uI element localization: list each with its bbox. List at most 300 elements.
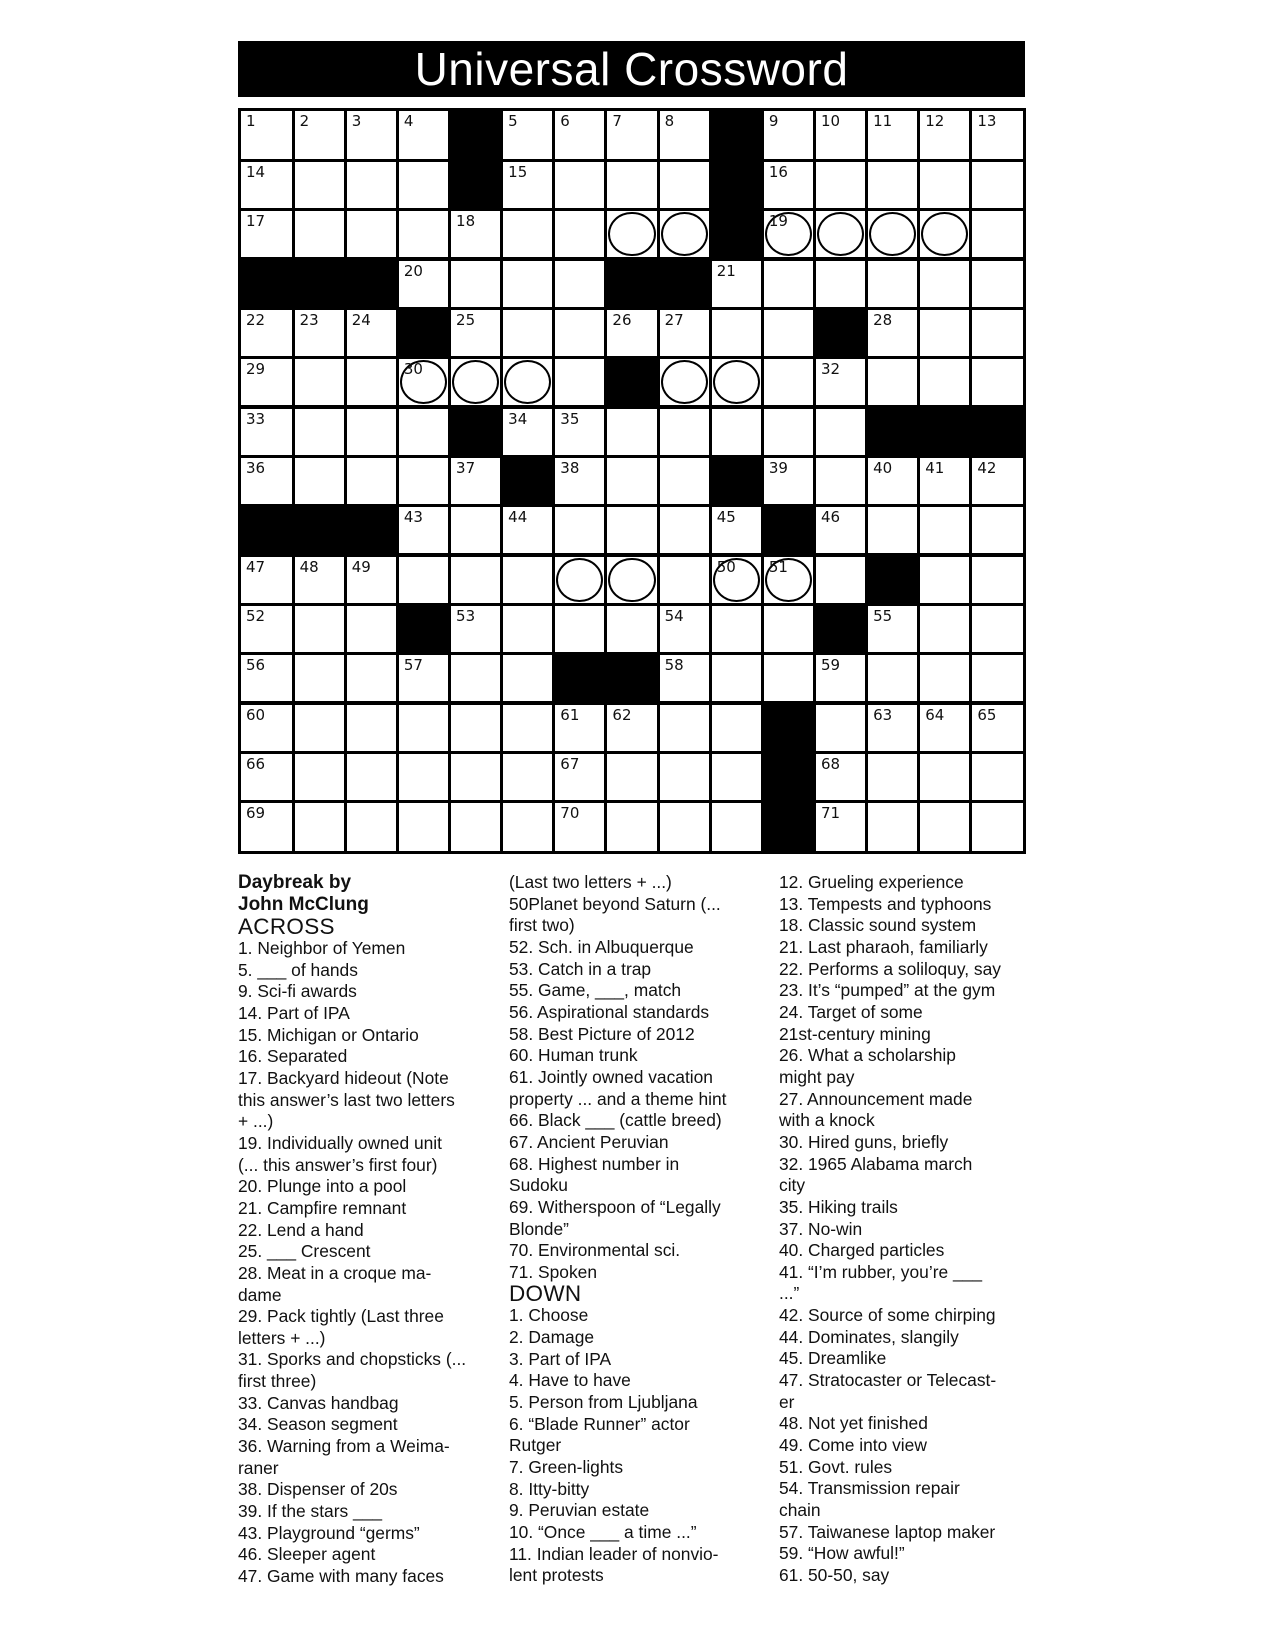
grid-cell[interactable] — [451, 261, 500, 307]
grid-cell[interactable] — [399, 507, 448, 553]
grid-cell[interactable] — [503, 111, 552, 159]
clue-line: 59. “How awful!” — [779, 1543, 905, 1564]
grid-cell[interactable] — [660, 111, 709, 159]
grid-cell[interactable] — [816, 655, 865, 701]
grid-cell[interactable] — [660, 310, 709, 356]
grid-block — [503, 458, 552, 504]
clue-line: er — [779, 1391, 795, 1412]
grid-cell[interactable] — [451, 557, 500, 603]
grid-cell[interactable] — [920, 261, 969, 307]
grid-cell[interactable] — [503, 261, 552, 307]
cell-circle — [661, 212, 708, 256]
grid-cell[interactable] — [555, 705, 604, 751]
grid-cell[interactable] — [555, 507, 604, 553]
grid-block — [555, 655, 604, 701]
grid-cell[interactable] — [868, 507, 917, 553]
grid-cell[interactable] — [972, 803, 1023, 851]
grid-cell[interactable] — [764, 458, 813, 504]
grid-cell[interactable] — [712, 359, 761, 405]
grid-cell[interactable] — [920, 557, 969, 603]
clue-line: 50Planet beyond Saturn (... — [509, 893, 721, 914]
grid-cell[interactable] — [868, 310, 917, 356]
grid-cell[interactable] — [816, 803, 865, 851]
grid-cell[interactable] — [607, 458, 656, 504]
grid-cell[interactable] — [920, 705, 969, 751]
cell-number: 42 — [977, 458, 997, 477]
grid-cell[interactable] — [816, 409, 865, 455]
grid-cell[interactable] — [816, 111, 865, 159]
grid-cell[interactable] — [555, 359, 604, 405]
cell-number: 15 — [508, 162, 528, 181]
grid-cell[interactable] — [972, 162, 1023, 208]
cell-number: 50 — [716, 557, 736, 576]
cell-number: 20 — [403, 261, 423, 280]
grid-cell[interactable] — [920, 359, 969, 405]
clue-line: + ...) — [238, 1111, 274, 1132]
grid-block — [712, 111, 761, 159]
grid-cell[interactable] — [607, 803, 656, 851]
cell-number: 29 — [246, 360, 266, 379]
cell-number: 24 — [351, 310, 371, 329]
grid-cell[interactable] — [972, 557, 1023, 603]
grid-cell[interactable] — [920, 211, 969, 257]
grid-cell[interactable] — [347, 655, 396, 701]
cell-number: 40 — [873, 458, 893, 477]
clue-line: 47. Game with many faces — [238, 1566, 444, 1587]
clue-line: 58. Best Picture of 2012 — [509, 1023, 695, 1044]
clue-line: 67. Ancient Peruvian — [509, 1131, 669, 1152]
grid-cell[interactable] — [295, 606, 344, 652]
cell-number: 26 — [612, 310, 632, 329]
grid-cell[interactable] — [503, 359, 552, 405]
grid-cell[interactable] — [816, 557, 865, 603]
cell-number: 13 — [977, 112, 997, 130]
grid-cell[interactable] — [295, 557, 344, 603]
clue-line: 24. Target of some — [779, 1001, 923, 1022]
clue-line: 16. Separated — [238, 1046, 348, 1067]
clue-line: property ... and a theme hint — [509, 1088, 727, 1109]
grid-cell[interactable] — [347, 359, 396, 405]
grid-cell[interactable] — [241, 211, 292, 257]
grid-cell[interactable] — [920, 111, 969, 159]
grid-cell[interactable] — [816, 359, 865, 405]
grid-cell[interactable] — [241, 359, 292, 405]
grid-cell[interactable] — [399, 655, 448, 701]
grid-cell[interactable] — [764, 261, 813, 307]
grid-cell[interactable] — [503, 409, 552, 455]
grid-cell[interactable] — [607, 754, 656, 800]
clue-line: chain — [779, 1500, 821, 1521]
cell-number: 59 — [820, 656, 841, 675]
clue-line: Sudoku — [509, 1175, 568, 1196]
grid-cell[interactable] — [399, 261, 448, 307]
grid-cell[interactable] — [920, 655, 969, 701]
grid-cell[interactable] — [503, 557, 552, 603]
grid-cell[interactable] — [972, 111, 1023, 159]
grid-cell[interactable] — [399, 458, 448, 504]
grid-cell[interactable] — [920, 458, 969, 504]
grid-cell[interactable] — [399, 211, 448, 257]
grid-block — [241, 261, 292, 307]
cell-number: 9 — [768, 112, 779, 130]
grid-cell[interactable] — [399, 111, 448, 159]
grid-cell[interactable] — [555, 557, 604, 603]
cell-number: 28 — [873, 310, 893, 329]
grid-cell[interactable] — [660, 409, 709, 455]
clue-line: 21. Campfire remnant — [238, 1197, 407, 1218]
clue-line: 5. Person from Ljubljana — [509, 1392, 698, 1413]
grid-cell[interactable] — [347, 606, 396, 652]
grid-cell[interactable] — [607, 211, 656, 257]
grid-cell[interactable] — [868, 458, 917, 504]
grid-cell[interactable] — [607, 310, 656, 356]
grid-cell[interactable] — [555, 310, 604, 356]
grid-cell[interactable] — [712, 803, 761, 851]
grid-cell[interactable] — [972, 507, 1023, 553]
grid-cell[interactable] — [972, 705, 1023, 751]
grid-cell[interactable] — [347, 310, 396, 356]
grid-cell[interactable] — [712, 705, 761, 751]
cell-number: 69 — [246, 804, 266, 823]
grid-cell[interactable] — [920, 754, 969, 800]
grid-cell[interactable] — [295, 310, 344, 356]
grid-cell[interactable] — [764, 211, 813, 257]
grid-cell[interactable] — [660, 754, 709, 800]
cell-circle — [452, 360, 499, 404]
clue-line: 71. Spoken — [509, 1261, 597, 1282]
grid-cell[interactable] — [660, 606, 709, 652]
grid-cell[interactable] — [660, 458, 709, 504]
clue-line: 1. Neighbor of Yemen — [238, 938, 406, 958]
grid-cell[interactable] — [555, 162, 604, 208]
clue-line: 20. Plunge into a pool — [238, 1176, 407, 1197]
cell-number: 56 — [246, 656, 266, 675]
grid-cell[interactable] — [347, 705, 396, 751]
cell-number: 48 — [299, 557, 319, 576]
grid-cell[interactable] — [347, 803, 396, 851]
cell-number: 2 — [299, 112, 310, 130]
grid-block — [972, 409, 1023, 455]
grid-cell[interactable] — [241, 803, 292, 851]
grid-cell[interactable] — [660, 803, 709, 851]
grid-cell[interactable] — [712, 507, 761, 553]
grid-cell[interactable] — [660, 162, 709, 208]
clue-line: 8. Itty-bitty — [509, 1478, 590, 1499]
grid-cell[interactable] — [764, 557, 813, 603]
grid-cell[interactable] — [972, 458, 1023, 504]
grid-cell[interactable] — [868, 261, 917, 307]
grid-cell[interactable] — [347, 754, 396, 800]
grid-cell[interactable] — [920, 803, 969, 851]
grid-cell[interactable] — [295, 409, 344, 455]
grid-cell[interactable] — [868, 211, 917, 257]
grid-cell[interactable] — [241, 409, 292, 455]
cell-number: 44 — [508, 508, 528, 527]
grid-cell[interactable] — [451, 310, 500, 356]
cell-number: 64 — [925, 705, 945, 724]
grid-cell[interactable] — [555, 754, 604, 800]
grid-cell[interactable] — [503, 705, 552, 751]
grid-cell[interactable] — [399, 705, 448, 751]
cell-number: 4 — [403, 112, 414, 130]
grid-cell[interactable] — [347, 162, 396, 208]
grid-cell[interactable] — [764, 606, 813, 652]
grid-cell[interactable] — [503, 606, 552, 652]
grid-cell[interactable] — [712, 310, 761, 356]
grid-cell[interactable] — [347, 211, 396, 257]
grid-cell[interactable] — [295, 803, 344, 851]
cell-number: 22 — [246, 310, 266, 329]
grid-cell[interactable] — [347, 111, 396, 159]
grid-cell[interactable] — [816, 754, 865, 800]
clue-line: 68. Highest number in — [509, 1153, 680, 1174]
grid-cell[interactable] — [920, 310, 969, 356]
grid-cell[interactable] — [241, 111, 292, 159]
grid-block — [712, 211, 761, 257]
grid-cell[interactable] — [503, 655, 552, 701]
clue-line: lent protests — [509, 1565, 604, 1586]
grid-cell[interactable] — [451, 507, 500, 553]
grid-cell[interactable] — [241, 705, 292, 751]
grid-cell[interactable] — [764, 655, 813, 701]
grid-cell[interactable] — [920, 162, 969, 208]
grid-cell[interactable] — [555, 111, 604, 159]
grid-cell[interactable] — [241, 458, 292, 504]
grid-cell[interactable] — [868, 655, 917, 701]
grid-block — [868, 409, 917, 455]
cell-number: 36 — [246, 458, 266, 477]
grid-cell[interactable] — [241, 557, 292, 603]
clue-line: (... this answer’s first four) — [238, 1154, 438, 1175]
grid-block — [764, 705, 813, 751]
clue-line: 32. 1965 Alabama march — [779, 1153, 973, 1174]
grid-cell[interactable] — [555, 261, 604, 307]
grid-cell[interactable] — [816, 507, 865, 553]
grid-cell[interactable] — [972, 211, 1023, 257]
grid-cell[interactable] — [451, 359, 500, 405]
grid-cell[interactable] — [503, 310, 552, 356]
grid-cell[interactable] — [503, 507, 552, 553]
grid-cell[interactable] — [816, 705, 865, 751]
grid-cell[interactable] — [816, 458, 865, 504]
clues-area — [238, 872, 1038, 1612]
cell-number: 70 — [560, 804, 580, 823]
clue-line: 31. Sporks and chopsticks (... — [238, 1349, 467, 1370]
clue-line: first three) — [238, 1371, 317, 1392]
grid-cell[interactable] — [764, 162, 813, 208]
grid-block — [764, 507, 813, 553]
grid-cell[interactable] — [972, 606, 1023, 652]
grid-cell[interactable] — [660, 557, 709, 603]
grid-block — [451, 111, 500, 159]
clue-line: 69. Witherspoon of “Legally — [509, 1196, 721, 1217]
grid-cell[interactable] — [607, 606, 656, 652]
grid-cell[interactable] — [920, 606, 969, 652]
puzzle-byline: Daybreak by — [238, 872, 352, 893]
clue-line: 38. Dispenser of 20s — [238, 1479, 398, 1500]
grid-cell[interactable] — [503, 803, 552, 851]
clue-line: 54. Transmission repair — [779, 1478, 960, 1499]
cell-circle — [713, 360, 760, 404]
grid-cell[interactable] — [555, 803, 604, 851]
grid-cell[interactable] — [241, 606, 292, 652]
grid-cell[interactable] — [347, 557, 396, 603]
grid-cell[interactable] — [399, 359, 448, 405]
grid-cell[interactable] — [972, 310, 1023, 356]
grid-cell[interactable] — [712, 655, 761, 701]
clue-line: 12. Grueling experience — [779, 872, 964, 892]
grid-cell[interactable] — [451, 705, 500, 751]
section-heading: DOWN — [509, 1281, 582, 1307]
grid-cell[interactable] — [295, 359, 344, 405]
grid-cell[interactable] — [451, 211, 500, 257]
clue-line: 25. ___ Crescent — [238, 1241, 371, 1262]
grid-cell[interactable] — [764, 409, 813, 455]
cell-number: 3 — [351, 112, 362, 130]
clue-line: 4. Have to have — [509, 1370, 631, 1391]
grid-cell[interactable] — [868, 162, 917, 208]
clue-line: 35. Hiking trails — [779, 1196, 898, 1217]
clue-line: 70. Environmental sci. — [509, 1240, 681, 1261]
cell-number: 71 — [820, 804, 841, 823]
grid-cell[interactable] — [241, 310, 292, 356]
grid-cell[interactable] — [764, 359, 813, 405]
grid-cell[interactable] — [764, 111, 813, 159]
clue-line: 21st-century mining — [779, 1023, 931, 1044]
grid-cell[interactable] — [660, 359, 709, 405]
grid-cell[interactable] — [555, 409, 604, 455]
grid-cell[interactable] — [764, 310, 813, 356]
cell-number: 19 — [768, 212, 788, 231]
grid-cell[interactable] — [660, 655, 709, 701]
cell-number: 51 — [768, 557, 788, 576]
grid-cell[interactable] — [868, 754, 917, 800]
grid-cell[interactable] — [972, 754, 1023, 800]
clue-line: Rutger — [509, 1435, 562, 1456]
grid-cell[interactable] — [607, 111, 656, 159]
clue-line: might pay — [779, 1066, 855, 1087]
grid-cell[interactable] — [503, 211, 552, 257]
clue-line: 3. Part of IPA — [509, 1348, 612, 1369]
grid-cell[interactable] — [607, 409, 656, 455]
clue-line: 33. Canvas handbag — [238, 1392, 399, 1413]
grid-cell[interactable] — [451, 606, 500, 652]
grid-cell[interactable] — [347, 409, 396, 455]
clue-line: 47. Stratocaster or Telecast- — [779, 1370, 997, 1391]
grid-cell[interactable] — [347, 458, 396, 504]
grid-cell[interactable] — [712, 754, 761, 800]
clue-line: 44. Dominates, slangily — [779, 1326, 959, 1347]
cell-number: 65 — [977, 705, 997, 724]
grid-cell[interactable] — [920, 507, 969, 553]
grid-cell[interactable] — [712, 409, 761, 455]
grid-cell[interactable] — [660, 705, 709, 751]
grid-cell[interactable] — [399, 754, 448, 800]
grid-cell[interactable] — [295, 458, 344, 504]
grid-cell[interactable] — [241, 754, 292, 800]
grid-cell[interactable] — [607, 507, 656, 553]
cell-number: 66 — [246, 754, 266, 773]
grid-cell[interactable] — [555, 211, 604, 257]
grid-cell[interactable] — [607, 162, 656, 208]
grid-cell[interactable] — [295, 162, 344, 208]
grid-block — [868, 557, 917, 603]
clue-line: 9. Sci-fi awards — [238, 981, 357, 1002]
grid-cell[interactable] — [241, 162, 292, 208]
cell-number: 55 — [873, 606, 893, 625]
grid-cell[interactable] — [972, 359, 1023, 405]
grid-cell[interactable] — [241, 655, 292, 701]
grid-cell[interactable] — [503, 162, 552, 208]
cell-number: 47 — [246, 557, 266, 576]
grid-cell[interactable] — [660, 507, 709, 553]
grid-cell[interactable] — [399, 409, 448, 455]
grid-cell[interactable] — [712, 606, 761, 652]
puzzle-byline: John McClung — [238, 894, 369, 915]
grid-block — [764, 754, 813, 800]
grid-cell[interactable] — [712, 261, 761, 307]
grid-cell[interactable] — [816, 211, 865, 257]
grid-cell[interactable] — [868, 705, 917, 751]
grid-cell[interactable] — [868, 803, 917, 851]
grid-cell[interactable] — [451, 803, 500, 851]
grid-cell[interactable] — [451, 655, 500, 701]
grid-cell[interactable] — [607, 557, 656, 603]
grid-cell[interactable] — [972, 655, 1023, 701]
grid-cell[interactable] — [503, 754, 552, 800]
grid-cell[interactable] — [295, 111, 344, 159]
cell-circle — [608, 212, 655, 256]
grid-cell[interactable] — [816, 162, 865, 208]
grid-cell[interactable] — [555, 458, 604, 504]
grid-cell[interactable] — [972, 261, 1023, 307]
cell-number: 25 — [456, 310, 476, 329]
clue-line: 49. Come into view — [779, 1435, 927, 1456]
grid-cell[interactable] — [712, 557, 761, 603]
grid-cell[interactable] — [399, 162, 448, 208]
cell-number: 18 — [456, 212, 476, 231]
clue-line: 42. Source of some chirping — [779, 1305, 996, 1326]
cell-number: 23 — [299, 310, 319, 329]
clue-line: 29. Pack tightly (Last three — [238, 1306, 444, 1327]
grid-block — [241, 507, 292, 553]
grid-cell[interactable] — [816, 261, 865, 307]
grid-cell[interactable] — [399, 557, 448, 603]
grid-cell[interactable] — [451, 458, 500, 504]
grid-cell[interactable] — [295, 754, 344, 800]
grid-cell[interactable] — [868, 111, 917, 159]
cell-number: 1 — [246, 112, 256, 130]
grid-cell[interactable] — [868, 606, 917, 652]
grid-cell[interactable] — [660, 211, 709, 257]
clue-line: 37. No-win — [779, 1218, 863, 1239]
grid-cell[interactable] — [295, 705, 344, 751]
grid-cell[interactable] — [399, 803, 448, 851]
cell-number: 57 — [403, 656, 423, 675]
clue-line: 15. Michigan or Ontario — [238, 1024, 419, 1045]
grid-cell[interactable] — [295, 655, 344, 701]
grid-block — [399, 310, 448, 356]
grid-cell[interactable] — [607, 705, 656, 751]
grid-cell[interactable] — [295, 211, 344, 257]
clue-line: 56. Aspirational standards — [509, 1001, 710, 1022]
grid-cell[interactable] — [451, 754, 500, 800]
grid-block — [920, 409, 969, 455]
clue-line: 7. Green-lights — [509, 1457, 624, 1478]
grid-cell[interactable] — [868, 359, 917, 405]
cell-number: 68 — [820, 754, 841, 773]
grid-cell[interactable] — [555, 606, 604, 652]
